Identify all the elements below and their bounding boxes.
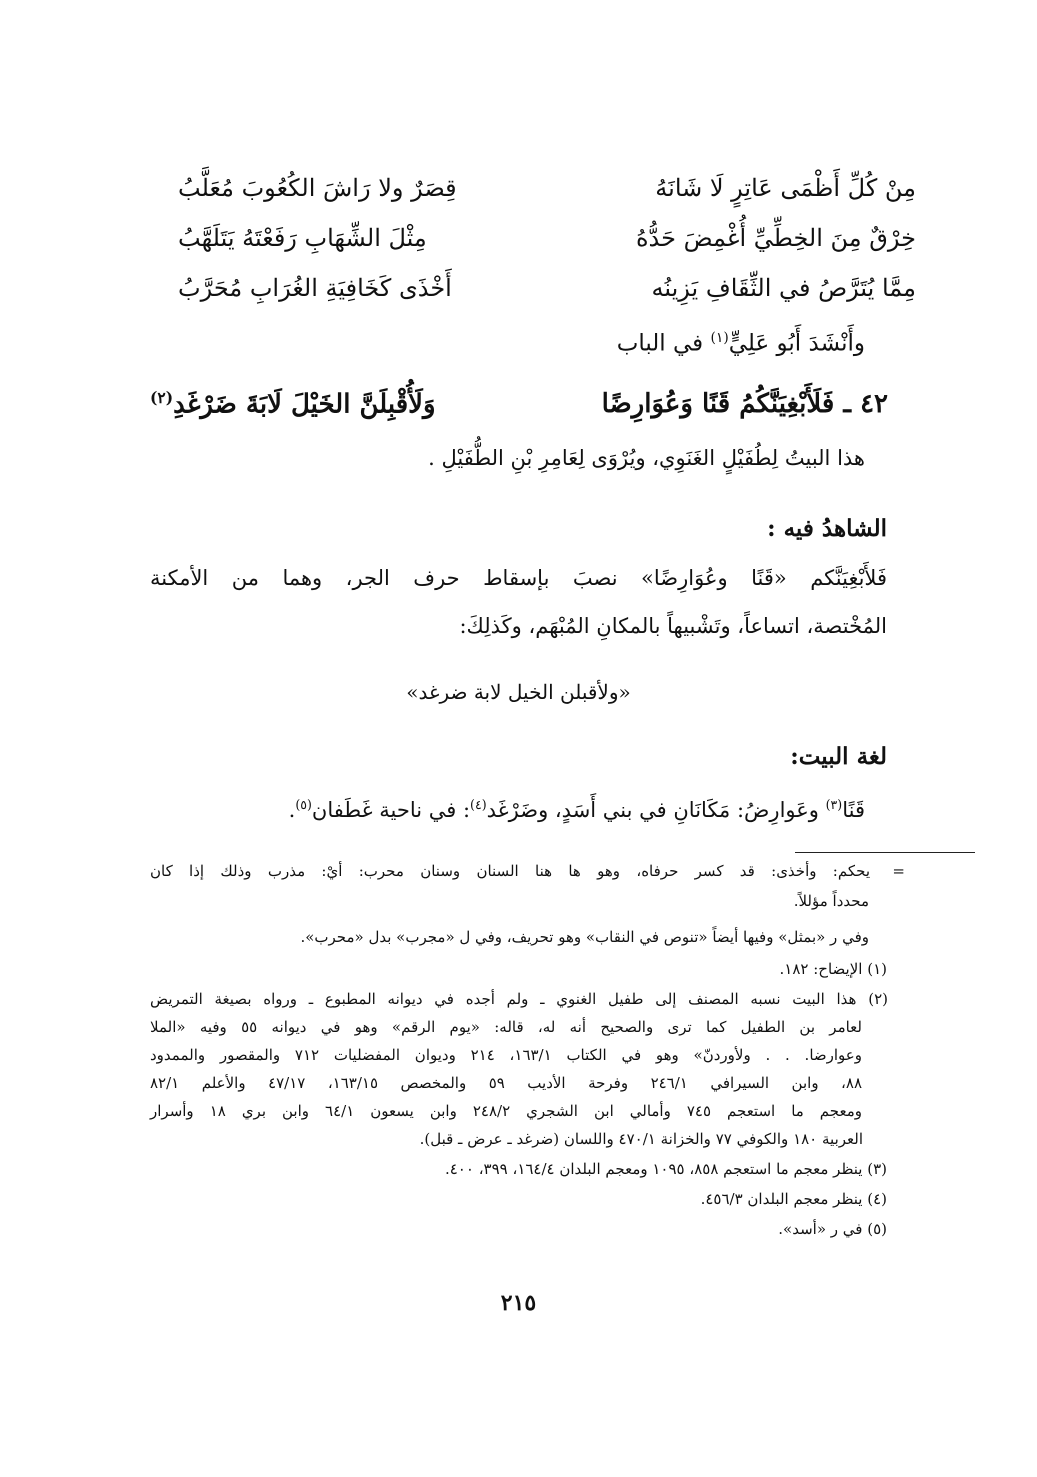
footnote-4: (٤) ينظر معجم البلدان ٤٥٦/٣. [700,1190,887,1208]
main-verse-first-half [602,389,888,419]
footnote-2-line: لعامر بن الطفيل كما ترى والصحيح أنه له، قاله: «يوم الرقم» وهو في ديوانه ٥٥ وفيه «الملا [150,1018,862,1036]
verse-second-hemistich: قِصَرٌ ولا رَاشَ الكُعُوبَ مُعَلَّبُ [178,174,457,202]
footnote-2-line: ٨٨، وابن السيرافي ٢٤٦/١ وفرحة الأديب ٥٩ والمخصص ١٦٣/١٥، ٤٧/١٧ والأعلم ٨٢/١ [150,1074,863,1092]
verse-row [178,266,916,310]
verse-first-hemistich: خِرْقٌ مِنَ الخِطِّيِّ أُغْمِضَ حَدُّهُ [635,224,916,252]
attribution-line: هذا البيتُ لِطُفَيْلٍ الغَنَوِي، ويُرْوَى لِعَامِرِ بْنِ الطُّفَيْلِ . [428,446,865,470]
verse-row [178,166,916,210]
main-verse [150,382,888,426]
language-text: : في ناحية غَطَفان [311,798,471,822]
section-heading-witness: الشاهدُ فيه : [767,515,887,542]
footnote-ref: (٤) [470,797,487,812]
verse-first-hemistich: مِنْ كُلِّ أَظْمَى عَاتِرٍ لَا شَانَهُ [655,174,916,202]
intro-tail: في الباب [616,330,711,357]
footnote-2-line: (٢) هذا البيت نسبه المصنف إلى طفيل الغنوي ـ ولم أجده في ديوانه المطبوع ـ ورواه بصيغة التمريض [150,990,888,1008]
footnote-separator [795,852,975,853]
witness-paragraph-line: المُخْتصة، اتساعاً، وتَشْبيهاً بالمكانِ المُبْهَم، وكَذلِكَ: [459,614,887,638]
footnote-line: وفي ر «بمثل» وفيها أيضاً «تنوص في النقاب» وهو تحريف، وفي ل «مجرب» بدل «محرب». [300,928,869,946]
footnote-ref: (٣) [825,797,843,812]
footnote-5: (٥) في ر «أسد». [778,1220,887,1238]
footnote-line: يحكم: وأخذى: قد كسر حرفاه، وهو ها هنا السنان وسنان محرب: أيْ: مذرب وذلك إذا كان [150,862,870,880]
section-heading-language: لغة البيت: [790,743,887,770]
main-verse-second-half [150,388,436,420]
intro-line [617,330,865,357]
footnote-2-line: وعوارضا. . . ولأوردنّ» وهو في الكتاب ١٦٣/١، ٢١٤ وديوان المفضليات ٧١٢ والمقصور والممدود [150,1046,862,1064]
main-verse-first-hemistich: فَلَأَبْغِيَنَّكُمُ قَنًا وَعُوَارِضًا [601,389,835,419]
footnote-2-line: ومعجم ما استعجم ٧٤٥ وأمالي ابن الشجري ٢٤٨/٢ وابن يسعون ٦٤/١ وابن بري ١٨ وأسرار [150,1102,862,1120]
footnote-1: (١) الإيضاح: ١٨٢. [779,960,887,978]
term-qana: قَنًا [842,798,865,822]
footnote-line: محدداً مؤللاً. [793,892,869,910]
witness-quote: «ولأقبلن الخيل لابة ضرغد» [406,680,631,704]
footnote-3: (٣) ينظر معجم ما استعجم ٨٥٨، ١٠٩٥ ومعجم البلدان ١٦٤/٤، ٣٩٩، ٤٠٠. [444,1160,887,1178]
intro-text: وأَنْشَدَ أَبُو عَلِيٍّ [728,330,865,357]
footnote-ref: (١) [710,330,729,346]
continuation-marker: = [892,862,905,880]
verse-first-hemistich: مِمَّا يُتَرَّصُ في الثِّقَافِ يَزِينُه [651,274,916,302]
footnote-ref: (٢) [150,388,174,408]
footnote-ref: (٥) [295,797,312,812]
witness-paragraph-line: فَلأَبْغِيَنَّكم «قَنًا وعُوَارِضًا» نصبَ بإسقاط حرف الجر، وهما من الأمكنة [150,566,887,590]
page-number: ٢١٥ [500,1290,537,1316]
verse-second-hemistich: أَخْذَى كَخَافِيَةِ الغُرَابِ مُحَرَّبُ [178,274,452,302]
verse-number: ٤٢ ـ [843,389,888,419]
main-verse-second-hemistich: وَلَأُقْبِلَنَّ الخَيْلَ لَابَةَ ضَرْغَدِ [173,389,436,420]
verse-second-hemistich: مِثْلَ الشِّهَابِ رَفَعْتَهُ يَتَلَهَّبُ [178,224,427,252]
language-paragraph [289,797,865,822]
language-text: وعَوارِضُ: مَكَانَانِ في بني أَسَدٍ، وضَرْغَد [486,798,826,822]
language-text: . [288,798,296,822]
footnote-2-line: العربية ١٨٠ والكوفي ٧٧ والخزانة ٤٧٠/١ واللسان (ضرغد ـ عرض ـ قبل). [419,1130,863,1148]
verse-row [178,216,916,260]
